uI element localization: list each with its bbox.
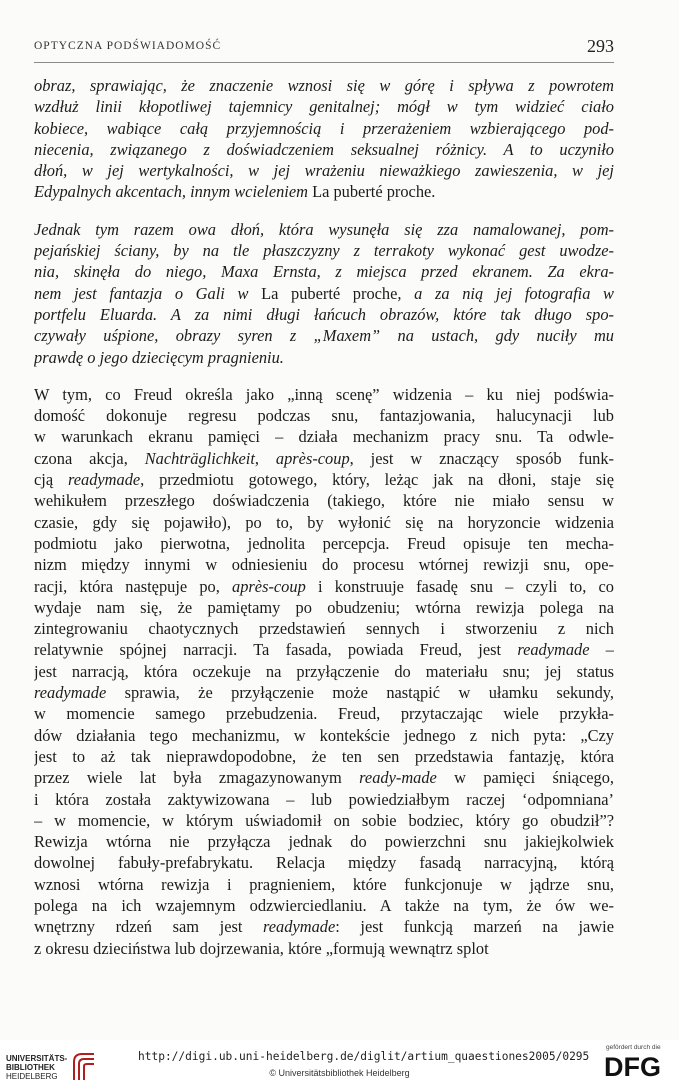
text-run: Jednak tym razem owa dłoń, która wysunęła się zza namalowanej, pom-: [34, 219, 614, 239]
text-line: [34, 139, 614, 160]
text-line: [34, 304, 614, 325]
text-run: après-coup: [275, 448, 350, 468]
digitization-footer: [0, 1040, 679, 1088]
text-line: [34, 789, 614, 810]
text-line: [34, 725, 614, 746]
logo-text-line: UNIVERSITÄTS-: [6, 1054, 68, 1063]
text-run: niecenia, związanego z doświadczeniem seksualnej różnicy. A to uczyniło: [34, 139, 614, 159]
text-run: , jest w znaczący sposób funk-: [349, 448, 614, 468]
text-run: z okresu dzieciństwa lub dojrzewania, które „formują wewnątrz splot: [34, 938, 489, 958]
header-rule: [34, 62, 614, 63]
text-line: [34, 639, 614, 660]
text-run: relatywnie spójnej narracji. Ta fasada, powiada Freud, jest: [34, 640, 518, 660]
text-run: nia, skinęła do niego, Maxa Ernsta, z miejsca przed ekranem. Za ekra-: [34, 262, 614, 282]
text-run: czasie, gdy się pojawiło), po to, by wyłonić się na horyzoncie widzenia: [34, 512, 614, 532]
text-line: [34, 469, 614, 490]
text-run: sprawia, że przyłączenie może nastąpić w ułamku sekundy,: [106, 683, 614, 703]
text-run: obraz, sprawiając, że znaczenie wznosi się w górę i spływa z powrotem: [34, 76, 614, 95]
text-run: podmiotu jako pierwotna, jednolita percepcja. Freud opisuje ten mecha-: [34, 533, 614, 553]
text-run: pejańskiej ściany, by na tle płaszczyzny z terrakoty wykonać gest uwodze-: [34, 241, 614, 261]
text-run: zintegrowaniu chaotycznych przedstawień sennych i stworzeniu z nich: [34, 619, 614, 639]
text-run: , przedmiotu gotowego, który, leżąc jak na dłoni, staje się: [140, 470, 614, 490]
text-line: [34, 618, 614, 639]
text-run: prawdę o jego dziecięcym pragnieniu.: [34, 347, 284, 367]
text-line: [34, 75, 614, 96]
text-line: [34, 347, 614, 368]
text-line: [34, 118, 614, 139]
text-run: La puberté proche.: [312, 182, 436, 202]
paragraph: [34, 219, 614, 368]
text-line: [34, 283, 614, 304]
text-line: [34, 490, 614, 511]
text-run: Nachträglichkeit: [144, 448, 255, 468]
text-line: [34, 810, 614, 831]
text-line: [34, 512, 614, 533]
text-line: [34, 181, 614, 202]
text-run: wnętrzny rdzeń sam jest: [34, 917, 264, 937]
text-run: readymade: [34, 683, 107, 703]
text-line: [34, 895, 614, 916]
text-run: w warunkach ekranu pamięci – działa mechanizm pracy snu. Ta odwle-: [34, 427, 614, 447]
text-line: [34, 448, 614, 469]
text-run: wznosi wtórna rewizja i pragnieniem, które funkcjonuje w jądrze snu,: [34, 874, 614, 894]
text-line: [34, 219, 614, 240]
text-run: jest narracją, która oczekuje na przyłączenie do materiału snu; jej status: [34, 661, 614, 681]
text-line: [34, 533, 614, 554]
text-run: wzdłuż linii kłopotliwej tajemnicy genitalnej; mógł w tym widzieć ciało: [34, 97, 614, 117]
permalink-url[interactable]: http://digi.ub.uni-heidelberg.de/diglit/artium_quaestiones2005/0295: [138, 1050, 590, 1063]
text-run: czywały uśpione, obrazy syren z „Maxem” na ustach, gdy nuciły mu: [34, 326, 614, 346]
text-run: cją: [34, 470, 68, 490]
text-run: jest to aż tak nieprawdopodobne, że ten sen przedstawia fantazję, która: [34, 746, 614, 766]
text-line: [34, 240, 614, 261]
text-line: [34, 852, 614, 873]
text-run: – w momencie, w którym uświadomił on sobie bodziec, który go obudził”?: [34, 810, 614, 830]
text-line: [34, 682, 614, 703]
text-run: W tym, co Freud określa jako „inną scenę” widzenia – ku niej podświa-: [34, 384, 614, 404]
text-line: [34, 938, 614, 959]
text-run: kobiece, wabiące całą przyjemnością i przerażeniem wzbierającego pod-: [34, 118, 614, 138]
text-run: wehikułem przeszłego doświadczenia (takiego, które nie miało sensu w: [34, 491, 614, 511]
text-run: w momencie samego przebudzenia. Freud, przytaczając wiele przykła-: [34, 704, 614, 724]
text-run: readymade: [263, 917, 336, 937]
paragraph: [34, 384, 614, 959]
text-run: przez wiele lat była zmagazynowanym: [34, 768, 360, 788]
text-run: dów działania tego mechanizmu, w kontekście jednego z nich pyta: „Czy: [34, 725, 614, 745]
text-run: après-coup: [232, 576, 306, 596]
text-run: czona akcja,: [34, 448, 145, 468]
text-line: [34, 767, 614, 788]
text-line: [34, 384, 614, 405]
university-library-logo[interactable]: [6, 1050, 102, 1084]
text-run: nizm między innymi w odniesieniu do procesu wtórnej rewizji snu, ope-: [34, 555, 614, 575]
text-run: i która została zaktywizowana – lub powiedziałbym raczej ‘odpomniana’: [34, 789, 614, 809]
text-run: i konstruuje fasadę snu – czyli to, co: [305, 576, 614, 596]
text-line: [34, 746, 614, 767]
text-line: [34, 874, 614, 895]
text-line: [34, 597, 614, 618]
dfg-logo[interactable]: [604, 1044, 674, 1084]
copyright-notice: © Universitätsbibliothek Heidelberg: [269, 1068, 410, 1078]
text-line: [34, 576, 614, 597]
running-title: OPTYCZNA PODŚWIADOMOŚĆ: [34, 40, 222, 52]
text-line: [34, 916, 614, 937]
dfg-wordmark: DFG: [604, 1052, 661, 1082]
text-line: [34, 325, 614, 346]
text-run: racji, która następuje po,: [34, 576, 233, 596]
dfg-funded-label: gefördert durch die: [606, 1044, 661, 1051]
text-run: nem jest fantazja o Gali w: [34, 283, 262, 303]
text-run: , a za nią jej fotografia w: [397, 283, 614, 303]
text-line: [34, 831, 614, 852]
text-run: : jest funkcją marzeń na jawie: [335, 917, 614, 937]
text-line: [34, 554, 614, 575]
text-run: dowolnej fabuły-prefabrykatu. Relacja między fasadą narracyjną, którą: [34, 853, 614, 873]
text-run: w pamięci śniącego,: [436, 768, 614, 788]
logo-text-line: HEIDELBERG: [6, 1072, 58, 1081]
text-run: polega na ich wzajemnym odzwierciedlaniu. A także na tym, że ów we-: [34, 895, 614, 915]
text-run: portfelu Eluarda. A za nimi długi łańcuch obrazów, które tak długo spo-: [34, 304, 614, 324]
logo-text-line: BIBLIOTHEK: [6, 1063, 55, 1072]
text-line: [34, 703, 614, 724]
text-run: wydaje nam się, że pamiętamy po obudzeniu; wtórna rewizja polega na: [34, 597, 614, 617]
running-head: [34, 38, 614, 58]
text-run: La puberté proche: [261, 283, 398, 303]
text-run: ,: [254, 448, 276, 468]
text-line: [34, 405, 614, 426]
text-run: dłoń, w jej wertykalności, w jej wrażeniu nieważkiego zawieszenia, w jej: [34, 161, 614, 181]
text-run: readymade: [517, 640, 590, 660]
text-run: Rewizja wtórna nie przyłącza jednak do powierzchni snu jakiejkolwiek: [34, 832, 614, 852]
body-text: [34, 75, 614, 959]
text-run: readymade: [67, 470, 141, 490]
text-line: [34, 261, 614, 282]
text-run: Edypalnych akcentach, innym wcieleniem: [34, 182, 313, 202]
text-line: [34, 160, 614, 181]
paragraph: [34, 75, 614, 203]
text-line: [34, 661, 614, 682]
text-run: –: [589, 640, 614, 660]
text-line: [34, 426, 614, 447]
page-number: 293: [587, 36, 614, 56]
text-run: domość dokonuje regresu podczas snu, fantazjowania, halucynacji lub: [34, 406, 614, 426]
text-line: [34, 96, 614, 117]
text-run: ready-made: [359, 768, 437, 788]
